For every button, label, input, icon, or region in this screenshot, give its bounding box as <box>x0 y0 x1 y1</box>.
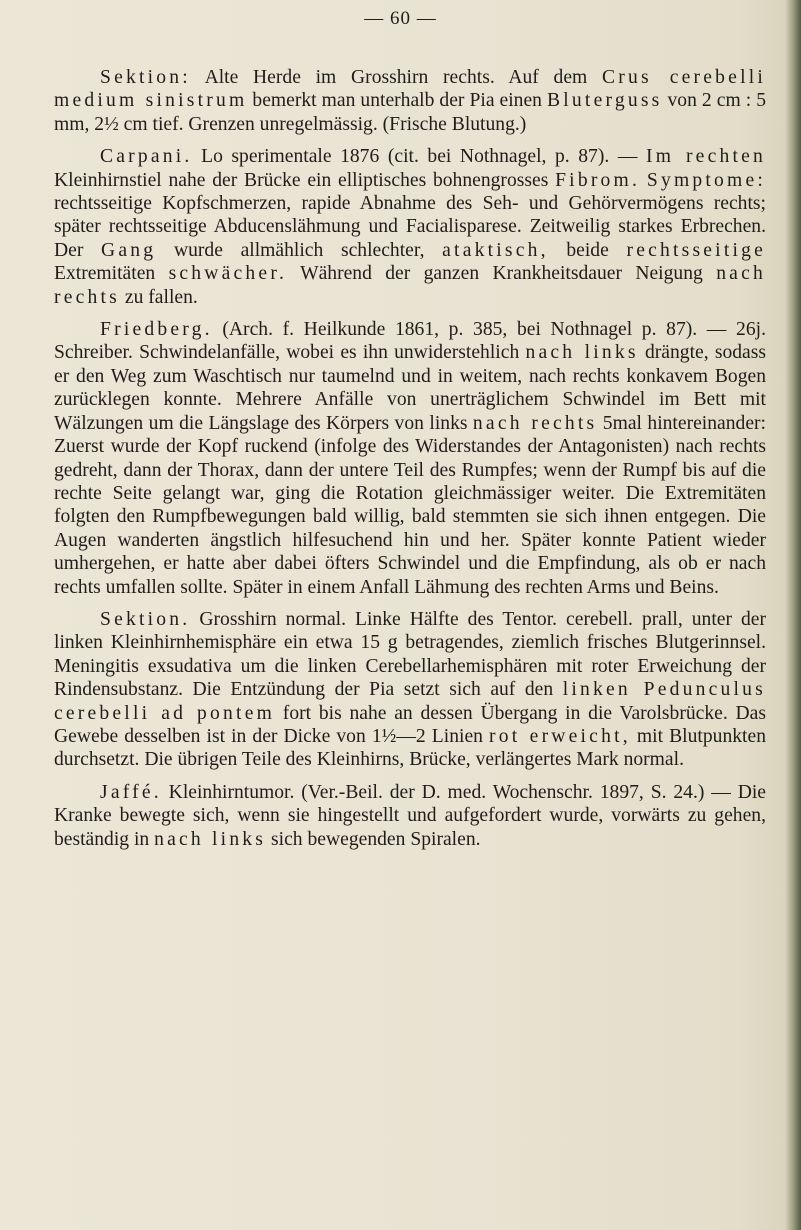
spaced-emphasis-text: linken Pedunculus cerebelli ad pontem <box>54 679 767 724</box>
body-text: zu fallen. <box>119 286 198 308</box>
spaced-emphasis-text: nach rechts <box>472 412 598 434</box>
body-text: Extremitäten <box>54 263 169 285</box>
spaced-emphasis-text: Friedberg. <box>100 319 213 341</box>
body-text: beide <box>548 239 627 261</box>
body-text: sich bewegenden Spiralen. <box>266 828 481 850</box>
body-text: 5mal hintereinander: Zuerst wurde der Kopf ruckend (infolge des Widerstandes der Antagonisten) nach rechts gedreht, dann der Thorax, dann der untere Teil des Rumpfes; wenn der Rumpf bis auf die rechte Seite gelangt war, ging die Rotation gleichmässiger weiter. Die Extremitäten folgten den Rumpfbewegungen bald willig, bald stemmten sie sich ihnen entgegen. Die Augen wanderten ängstlich hilfesuchend hin und her. Später konnte Patient wieder umhergehen, er hatte aber dabei öfters Schwindel und die Empfindung, als ob er nach rechts umfallen sollte. Später in einem Anfall Lähmung des rechten Arms und Beins. <box>54 412 766 598</box>
spaced-emphasis-text: Gang <box>101 239 157 261</box>
paragraph-jaffe <box>54 781 766 851</box>
body-text: bemerkt man unterhalb der Pia einen <box>247 90 548 112</box>
body-text: Während der ganzen Krankheitsdauer Neigung <box>287 263 717 285</box>
spaced-emphasis-text: nach links <box>525 342 639 364</box>
body-text <box>640 170 647 191</box>
spaced-emphasis-text: rot erweicht, <box>489 725 631 747</box>
spaced-emphasis-text: Crus cerebelli medium sinistrum <box>54 67 766 112</box>
paragraph-sektion-1 <box>54 66 766 136</box>
body-text: mit Blutpunkten durchsetzt. Die übrigen Teile des Kleinhirns, Brücke, verlängertes Mark normal. <box>54 725 766 771</box>
body-text: Kleinhirnstiel nahe der Brücke ein elliptisches bohnengrosses <box>54 169 556 191</box>
paragraph-carpani <box>54 145 766 309</box>
spaced-emphasis-text: Im rechten <box>646 146 766 168</box>
body-text: von 2 cm : 5 mm, 2½ cm tief. Grenzen unregelmässig. (Frische Blutung.) <box>54 90 766 135</box>
body-text: (Arch. f. Heilkunde 1861, p. 385, bei Nothnagel p. 87). — 26j. Schreiber. Schwindelanfälle, wobei es ihn unwiderstehlich <box>54 319 766 364</box>
spaced-emphasis-text: Sektion: <box>100 67 191 88</box>
spaced-emphasis-text: Carpani. <box>100 146 193 168</box>
spaced-emphasis-text: Sektion. <box>100 608 191 630</box>
body-text: wurde allmählich schlechter, <box>156 239 443 261</box>
body-text: Lo sperimentale 1876 (cit. bei Nothnagel, p. 87). — <box>192 146 647 168</box>
spaced-emphasis-text: Bluterguss <box>547 90 663 112</box>
page-edge-shadow <box>785 0 801 1230</box>
body-text: drängte, sodass er den Weg zum Waschtisch nur taumelnd und in weitem, nach rechts konkavem Bogen zurücklegen konnte. Mehrere Anfälle von unerträglichem Schwindel im Bett mit Wälzungen um die Längslage des Körpers von links <box>54 342 766 434</box>
spaced-emphasis-text: Jaffé. <box>100 781 162 803</box>
spaced-emphasis-text: schwächer. <box>168 263 288 285</box>
spaced-emphasis-text: Symptome: <box>646 169 766 191</box>
spaced-emphasis-text: nach links <box>154 828 267 850</box>
body-text: Alte Herde im Grosshirn rechts. Auf dem <box>190 67 603 88</box>
paragraph-friedberg <box>54 318 766 599</box>
body-text: Kleinhirntumor. (Ver.-Beil. der D. med. Wochenschr. 1897, S. 24.) — Die Kranke bewegte sich, wenn sie hingestellt und aufgefordert wurde, vorwärts zu gehen, beständig in <box>54 781 766 850</box>
spaced-emphasis-text: Fibrom. <box>555 169 641 191</box>
body-text: rechtsseitige Kopfschmerzen, rapide Abnahme des Seh- und Gehörvermögens rechts; später rechtsseitige Abducenslähmung und Facialisparese. Zeitweilig starkes Erbrechen. Der <box>54 193 766 261</box>
page-number: — 60 — <box>364 8 437 29</box>
body-text: fort bis nahe an dessen Übergang in die Varolsbrücke. Das Gewebe desselben ist in der Dicke von 1½—2 Linien <box>54 702 766 747</box>
spaced-emphasis-text: nach rechts <box>54 263 766 308</box>
spaced-emphasis-text: ataktisch, <box>442 239 549 261</box>
spaced-emphasis-text: rechtsseitige <box>626 239 766 261</box>
body-text: Grosshirn normal. Linke Hälfte des Tentor. cerebell. prall, unter der linken Kleinhirnhemisphäre ein etwa 15 g betragendes, ziemlich frisches Blutgerinnsel. Meningitis exsudativa um die linken Cerebellarhemisphären mit roter Erweichung der Rindensubstanz. Die Entzündung der Pia setzt sich auf den <box>54 608 766 701</box>
page-body <box>54 66 766 860</box>
paragraph-sektion-2 <box>54 608 766 772</box>
